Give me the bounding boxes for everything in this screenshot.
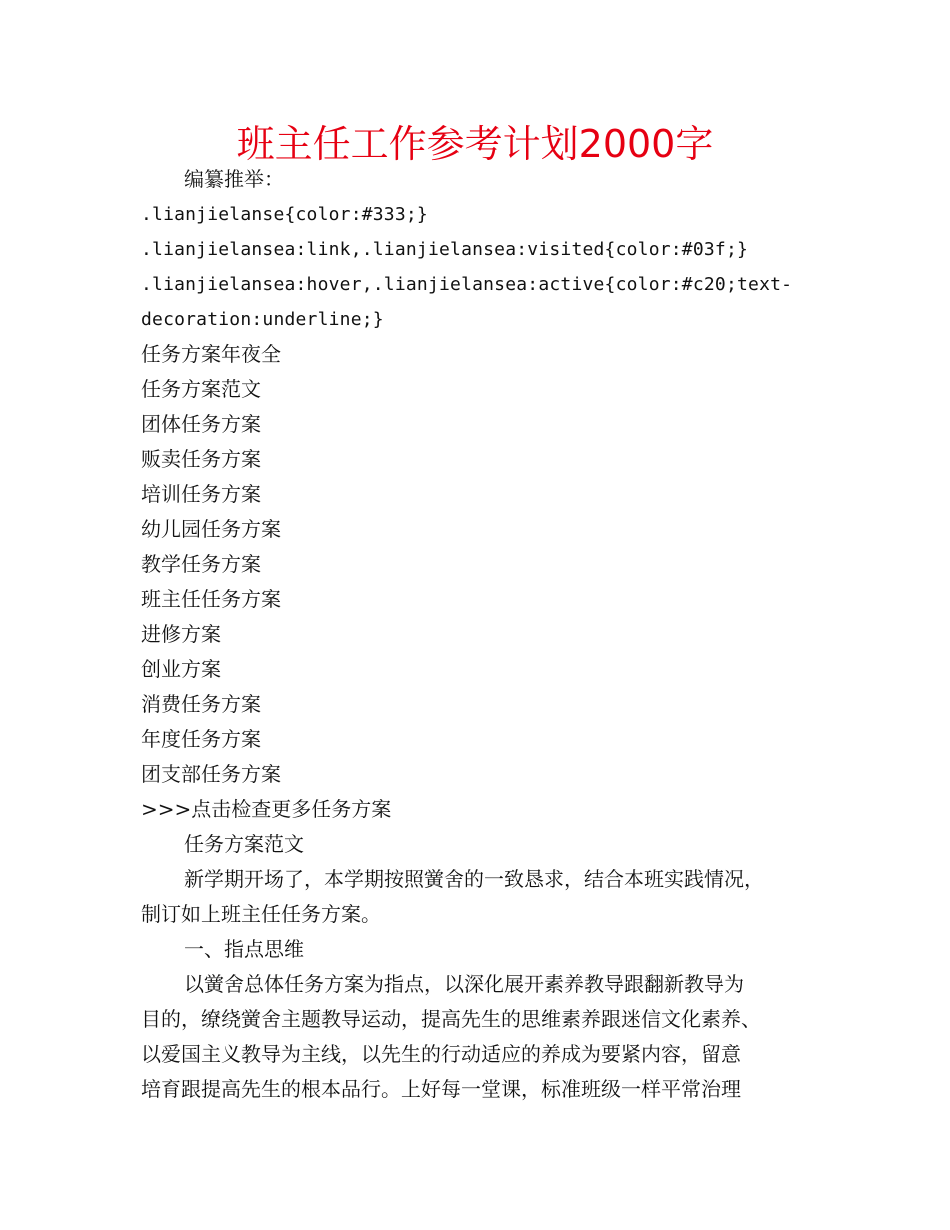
link-item[interactable]: 培训任务方案	[141, 482, 261, 506]
paragraph-1-line-1: 新学期开场了，本学期按照黉舍的一致恳求，结合本班实践情况，	[184, 867, 764, 891]
css-line-3: .lianjielansea:hover,.lianjielansea:active{color:#c20;text-	[141, 274, 793, 295]
paragraph-2-line-3: 以爱国主义教导为主线，以先生的行动适应的养成为要紧内容，留意	[141, 1042, 741, 1066]
link-item[interactable]: 消费任务方案	[141, 692, 261, 716]
link-item[interactable]: 进修方案	[141, 622, 221, 646]
paragraph-1-line-2: 制订如上班主任任务方案。	[141, 902, 381, 926]
more-link[interactable]: >>>点击检查更多任务方案	[141, 797, 392, 821]
link-item[interactable]: 班主任任务方案	[141, 587, 281, 611]
css-line-1: .lianjielanse{color:#333;}	[141, 204, 428, 225]
link-item[interactable]: 团体任务方案	[141, 412, 261, 436]
section-heading: 任务方案范文	[184, 832, 304, 856]
document-title: 班主任工作参考计划2000字	[236, 122, 714, 166]
css-line-4: decoration:underline;}	[141, 309, 384, 330]
link-item[interactable]: 年度任务方案	[141, 727, 261, 751]
link-item[interactable]: 幼儿园任务方案	[141, 517, 281, 541]
link-item[interactable]: 创业方案	[141, 657, 221, 681]
paragraph-2-line-2: 目的，缭绕黉舍主题教导运动，提高先生的思维素养跟迷信文化素养、	[141, 1007, 761, 1031]
link-item[interactable]: 贩卖任务方案	[141, 447, 261, 471]
editor-line: 编纂推举：	[184, 167, 284, 191]
link-item[interactable]: 教学任务方案	[141, 552, 261, 576]
css-line-2: .lianjielansea:link,.lianjielansea:visited{color:#03f;}	[141, 239, 749, 260]
link-item[interactable]: 团支部任务方案	[141, 762, 281, 786]
document-body	[141, 162, 841, 1107]
link-item[interactable]: 任务方案范文	[141, 377, 261, 401]
heading-guiding-ideology: 一、指点思维	[184, 937, 304, 961]
paragraph-2-line-1: 以黉舍总体任务方案为指点，以深化展开素养教导跟翻新教导为	[184, 972, 744, 996]
link-item[interactable]: 任务方案年夜全	[141, 342, 281, 366]
paragraph-2-line-4: 培育跟提高先生的根本品行。上好每一堂课，标准班级一样平常治理	[141, 1077, 741, 1101]
